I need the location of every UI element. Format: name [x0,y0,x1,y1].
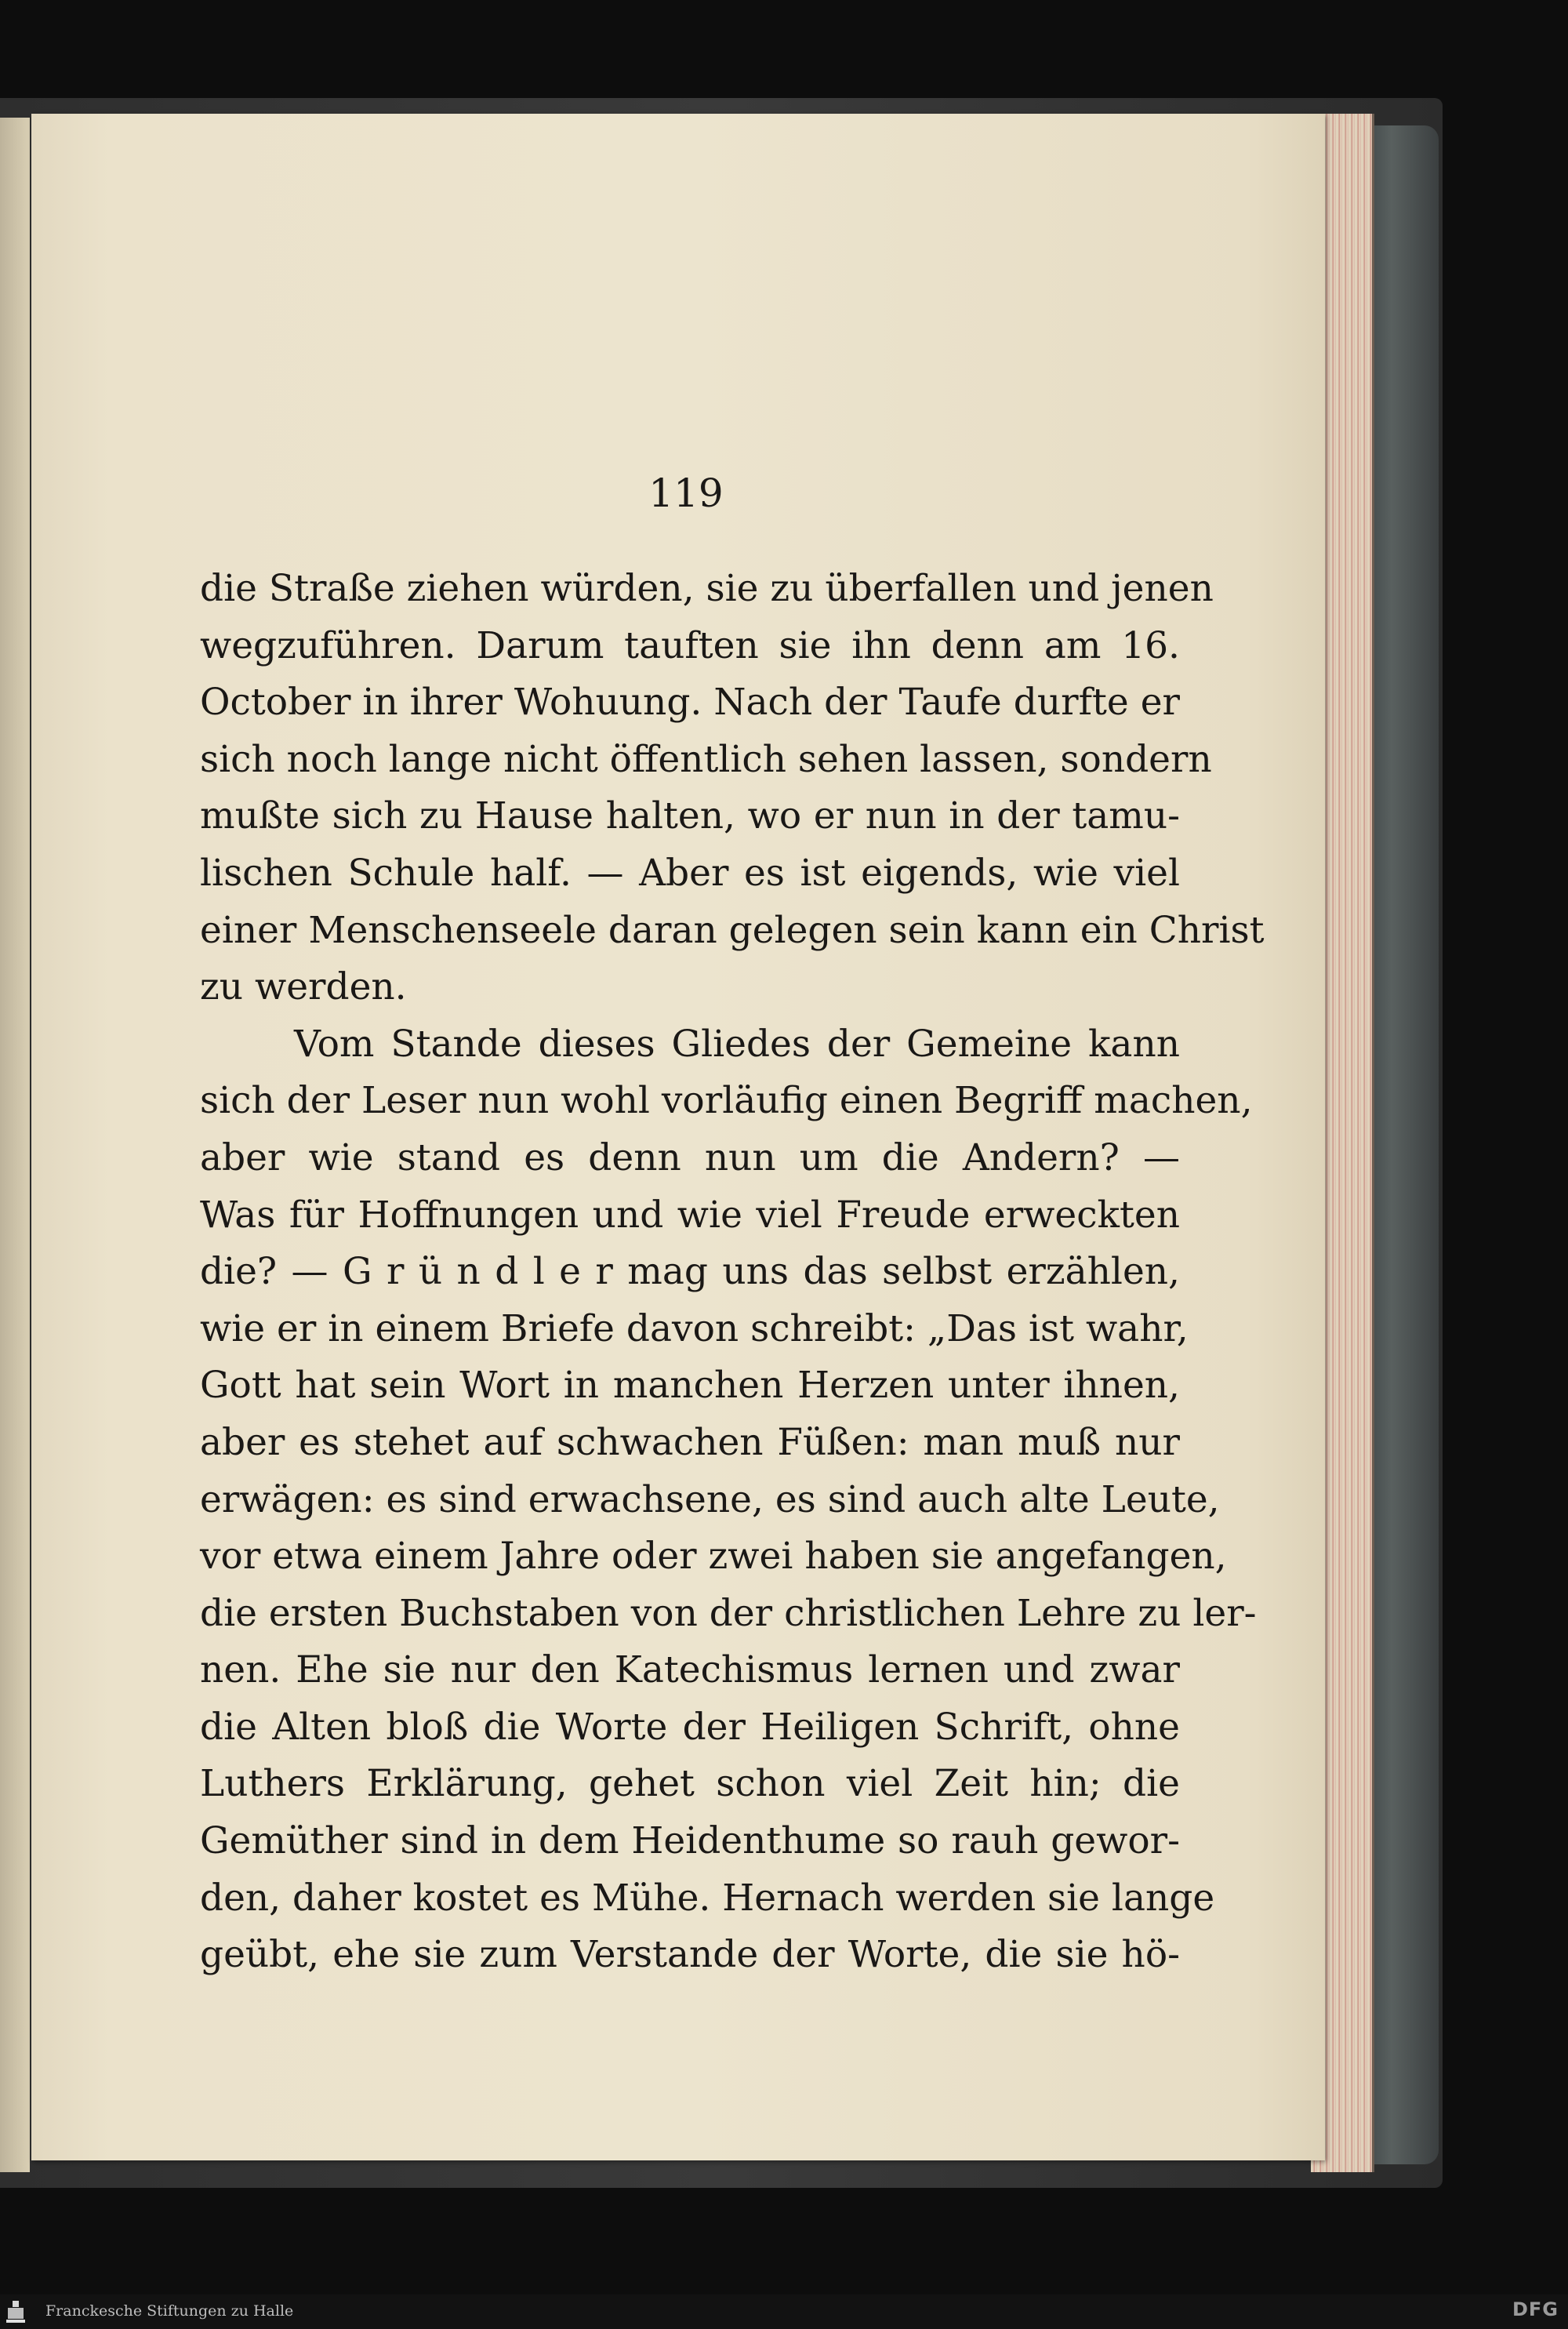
text-line: mußte sich zu Hause halten, wo er nun in der tamu- [200,794,1180,838]
text-line: Vom Stande dieses Gliedes der Gemeine kann [294,1022,1180,1066]
text-line: die? — G r ü n d l e r mag uns das selbst erzählen, [200,1250,1180,1294]
text-line: Was für Hoffnungen und wie viel Freude erweckten [200,1193,1180,1237]
book-page [31,114,1325,2160]
text-line: sich der Leser nun wohl vorläufig einen Begriff machen, [200,1079,1253,1123]
text-line: einer Menschenseele daran gelegen sein kann ein Christ [200,908,1265,952]
text-line: vor etwa einem Jahre oder zwei haben sie angefangen, [200,1535,1227,1579]
text-line: sich noch lange nicht öffentlich sehen lassen, sondern [200,737,1212,781]
footer-institution-label: Franckesche Stiftungen zu Halle [45,2302,294,2320]
text-line: aber wie stand es denn nun um die Andern? — [200,1135,1180,1179]
text-line: die ersten Buchstaben von der christlichen Lehre zu ler- [200,1591,1257,1635]
text-line: wegzuführen. Darum tauften sie ihn denn am 16. [200,623,1180,667]
text-line: zu werden. [200,965,407,1009]
page-number: 119 [648,471,724,516]
page-text [200,561,1265,1984]
text-line: Luthers Erklärung, gehet schon viel Zeit hin; die [200,1762,1180,1806]
text-line: nen. Ehe sie nur den Katechismus lernen und zwar [200,1648,1180,1692]
dfg-logo: DFG [1512,2298,1559,2320]
text-line: aber es stehet auf schwachen Füßen: man muß nur [200,1420,1180,1464]
text-line: geübt, ehe sie zum Verstande der Worte, die sie hö- [200,1933,1180,1977]
text-line: wie er in einem Briefe davon schreibt: „Das ist wahr, [200,1306,1189,1350]
text-line: October in ihrer Wohuung. Nach der Taufe durfte er [200,681,1180,725]
text-line: erwägen: es sind erwachsene, es sind auch alte Leute, [200,1477,1220,1521]
francke-foundations-logo-icon [5,2299,27,2324]
text-line: Gott hat sein Wort in manchen Herzen unter ihnen, [200,1364,1180,1408]
text-line: die Straße ziehen würden, sie zu überfallen und jenen [200,567,1214,610]
facing-page-edge [0,118,30,2172]
text-line: die Alten bloß die Worte der Heiligen Schrift, ohne [200,1705,1180,1749]
text-line: lischen Schule half. — Aber es ist eigends, wie viel [200,851,1180,895]
text-line: Gemüther sind in dem Heidenthume so rauh gewor- [200,1819,1180,1863]
text-line: den, daher kostet es Mühe. Hernach werden sie lange [200,1876,1215,1920]
